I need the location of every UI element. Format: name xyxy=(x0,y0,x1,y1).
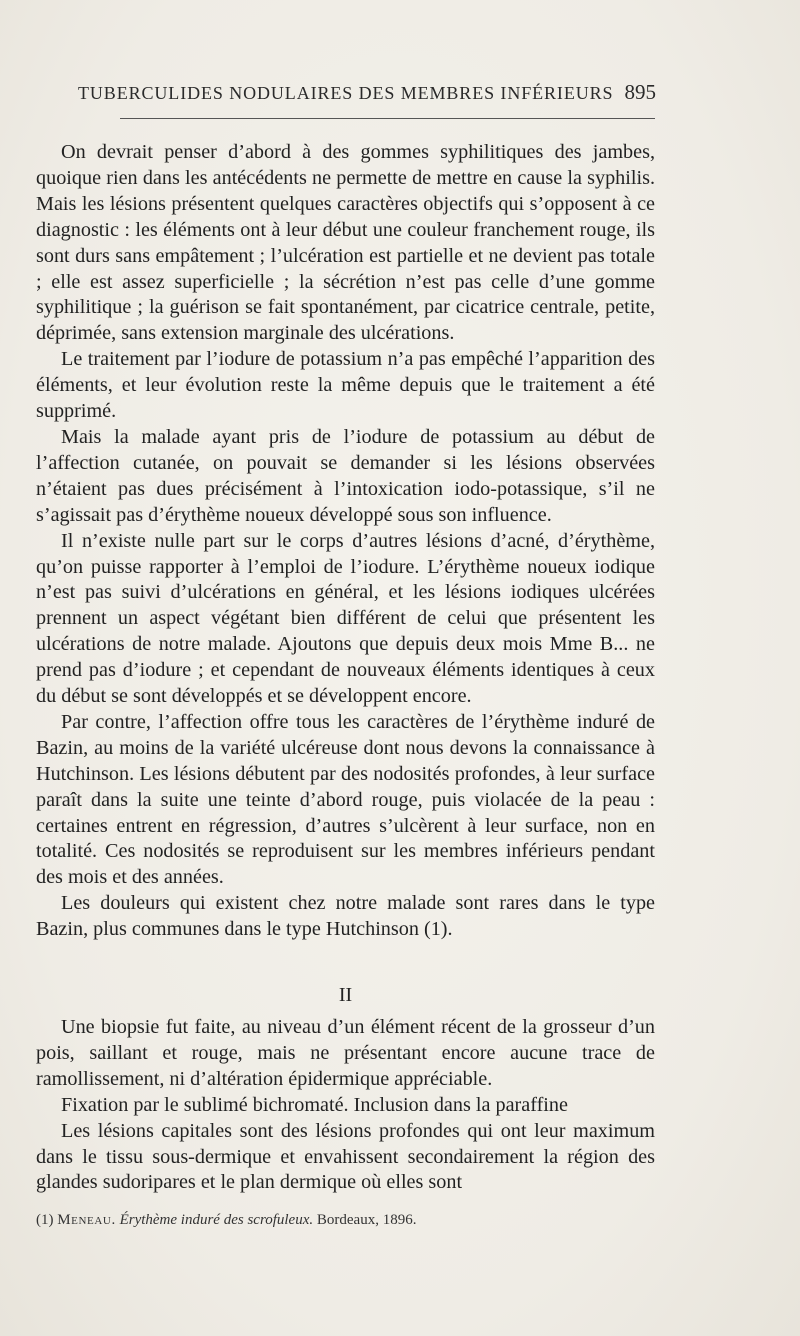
paragraph: Une biopsie fut faite, au niveau d’un élément récent de la grosseur d’un pois, saillant et rouge, mais ne présentant encore aucune trace de ramollissement, ni d’altération épidermique appréciable. xyxy=(36,1016,655,1090)
paragraph: Mais la malade ayant pris de l’iodure de potassium au début de l’affection cutanée, on pouvait se demander si les lésions observées n’étaient pas dues précisément à l’intoxication iodo-potassique, s’il ne s’agissait pas d’érythème noueux développé sous son influence. xyxy=(36,425,655,526)
footnote xyxy=(36,1212,655,1229)
header-rule xyxy=(120,118,655,119)
paragraph: On devrait penser d’abord à des gommes syphilitiques des jambes, quoique rien dans les antécédents ne permette de mettre en cause la syphilis. Mais les lésions présentent quelques caractères objectifs qui s’opposent à ce diagnostic : les éléments ont à leur début une couleur franchement rouge, ils sont durs sans empâtement ; l’ulcération est partielle et ne devient pas totale ; elle est assez superficielle ; la sécrétion n’est pas celle d’une gomme syphilitique ; la guérison se fait spontanément, par cicatrice centrale, petite, déprimée, sans extension marginale des ulcérations. xyxy=(36,141,655,345)
running-title: TUBERCULIDES NODULAIRES DES MEMBRES INFÉRIEURS xyxy=(78,83,614,103)
footnote-author: Meneau. xyxy=(57,1212,116,1228)
footnote-marker: (1) xyxy=(36,1212,54,1228)
main-text xyxy=(36,140,655,943)
paragraph: Fixation par le sublimé bichromaté. Inclusion dans la paraffine xyxy=(61,1093,568,1116)
running-header xyxy=(78,80,656,105)
paragraph: Les douleurs qui existent chez notre malade sont rares dans le type Bazin, plus communes dans le type Hutchinson (1). xyxy=(36,892,655,941)
paragraph: Le traitement par l’iodure de potassium n’a pas empêché l’apparition des éléments, et leur évolution reste la même depuis que le traitement a été supprimé. xyxy=(36,348,655,423)
paragraph: Il n’existe nulle part sur le corps d’autres lésions d’acné, d’érythème, qu’on puisse rapporter à l’emploi de l’iodure. L’érythème noueux iodique n’est pas suivi d’ulcérations en général, et les lésions iodiques ulcérées prennent un aspect végétant bien différent de celui que présentent les ulcérations de notre malade. Ajoutons que depuis deux mois Mme B... ne prend pas d’iodure ; et cependant de nouveaux éléments identiques à ceux du début se sont développés et se développent encore. xyxy=(36,529,655,708)
footnote-title: Érythème induré des scrofuleux. xyxy=(119,1212,314,1228)
section-heading: II xyxy=(338,984,353,1006)
section-text xyxy=(36,1015,655,1196)
paragraph: Les lésions capitales sont des lésions profondes qui ont leur maximum dans le tissu sous-dermique et envahissent secondairement la région des glandes sudoripares et le plan dermique où elles sont xyxy=(36,1119,655,1194)
page-number: 895 xyxy=(624,80,656,104)
footnote-rest: Bordeaux, 1896. xyxy=(316,1212,417,1228)
paragraph: Par contre, l’affection offre tous les caractères de l’érythème induré de Bazin, au moins de la variété ulcéreuse dont nous devons la connaissance à Hutchinson. Les lésions débutent par des nodosités profondes, à leur surface paraît dans la suite une teinte d’abord rouge, puis violacée de la peau : certaines entrent en régression, d’autres s’ulcèrent à leur surface, non en totalité. Ces nodosités se reproduisent sur les membres inférieurs pendant des mois et des années. xyxy=(36,710,655,889)
